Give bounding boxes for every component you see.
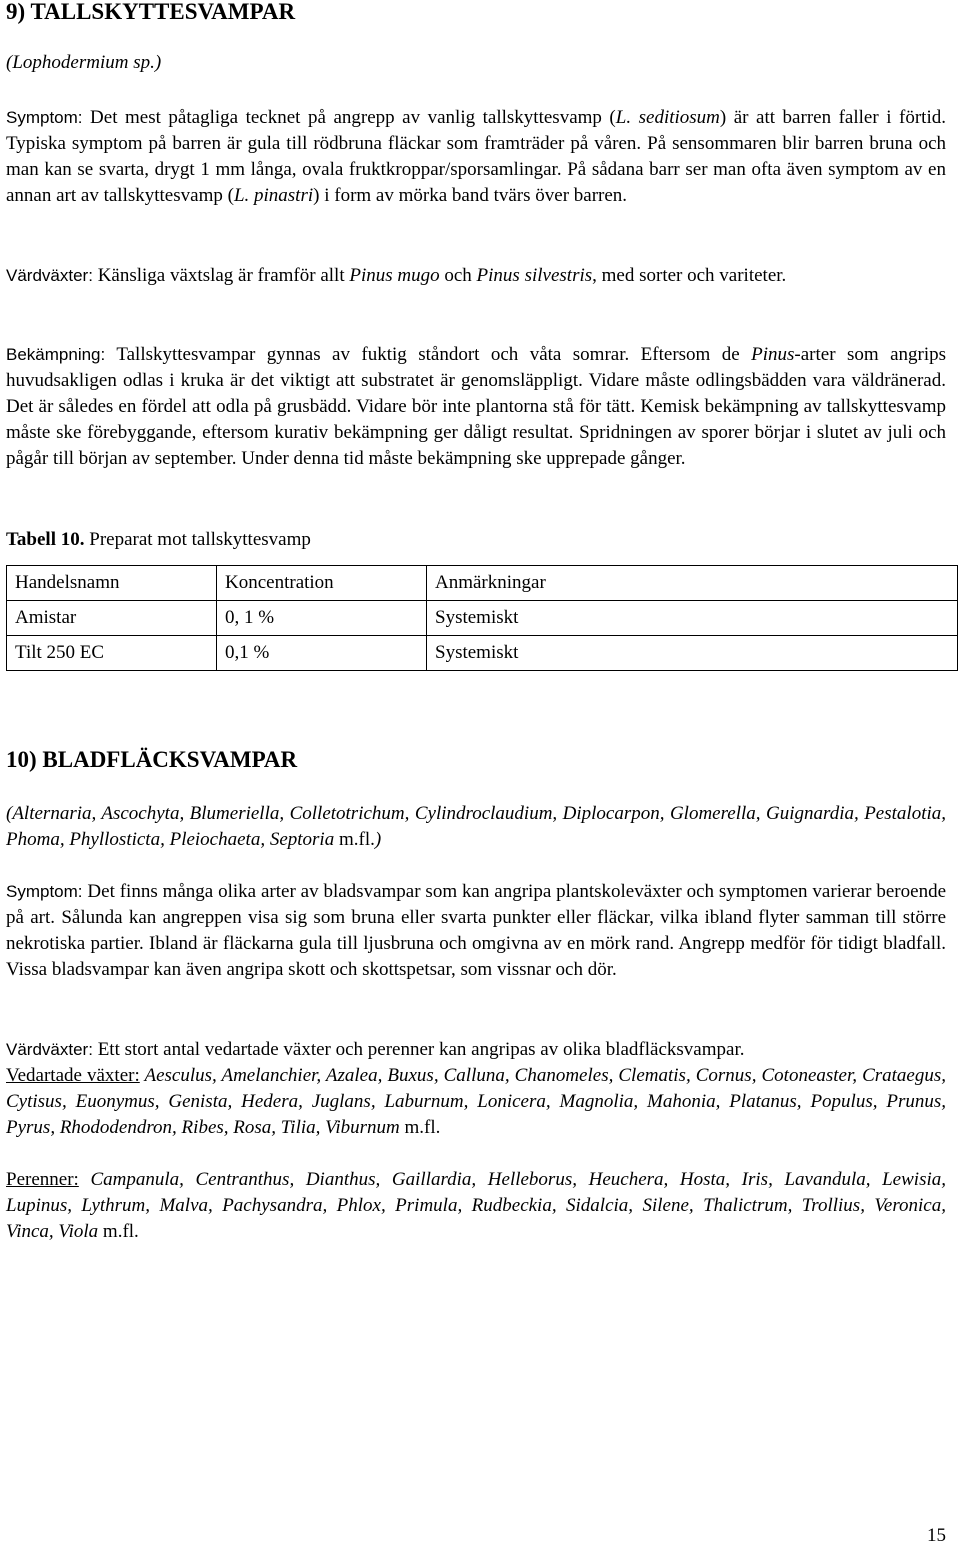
perennials-paragraph: Perenner: Campanula, Centranthus, Dianthus, Gaillardia, Helleborus, Heuchera, Hosta, Iris, Lavandula, Lewisia, Lupinus, Lythrum, Malva, Pachysandra, Phlox, Primula, Rudbeckia, Sidalcia, Silene, Thalictrum, Trollius, Veronica, Vinca, Viola m.fl. — [6, 1169, 946, 1242]
section-9-genus: (Lophodermium sp.) — [6, 52, 162, 73]
section-9-host-paragraph: Värdväxter: Känsliga växtslag är framför allt Pinus mugo och Pinus silvestris, med sorter och variteter. — [6, 265, 787, 286]
table-row — [7, 636, 958, 671]
section-10-title: 10) BLADFLÄCKSVAMPAR — [6, 747, 298, 772]
perennial-label: Perenner: — [6, 1169, 79, 1190]
section-9-title: 9) TALLSKYTTESVAMPAR — [6, 0, 296, 24]
woody-label: Vedartade växter: — [6, 1065, 140, 1086]
section-10-symptom-paragraph: Symptom: Det finns många olika arter av bladsvampar som kan angripa plantskoleväxter och symptomen varierar beroende på art. Sålunda kan angreppen visa sig som bruna eller svarta punkter eller fläckar, vilka ibland flyter samman till större nekrotiska partier. Ibland är fläckarna gula till ljusbruna och omgivna av en mörk rand. Angrepp medför för tidigt bladfall. Vissa bladsvampar kan även angripa skott och skottspetsar, som vissnar och dör. — [6, 881, 946, 980]
control-label: Bekämpning: — [6, 345, 106, 364]
section-10-host-paragraph: Värdväxter: Ett stort antal vedartade växter och perenner kan angripas av olika bladfläcksvampar. — [6, 1039, 745, 1060]
table-cell: Systemiskt — [427, 601, 958, 636]
table-cell: 0, 1 % — [217, 601, 427, 636]
symptom-label: Symptom: — [6, 882, 83, 901]
section-10-genera: (Alternaria, Ascochyta, Blumeriella, Colletotrichum, Cylindroclaudium, Diplocarpon, Glomerella, Guignardia, Pestalotia, Phoma, Phyllosticta, Pleiochaeta, Septoria m.fl.) — [6, 803, 946, 850]
table-cell: Amistar — [7, 601, 217, 636]
section-9-symptom-paragraph: Symptom: Det mest påtagliga tecknet på angrepp av vanlig tallskyttesvamp (L. seditiosum) är att barren faller i förtid. Typiska symptom på barren är gula till rödbruna fläckar som framträder på våren. På sensommaren blir barren bruna och man kan se svarta, drygt 1 mm långa, ovala fruktkroppar/sporsamlingar. På sådana barr ser man ofta även symptom av en annan art av tallskyttesvamp (L. pinastri) i form av mörka band tvärs över barren. — [6, 107, 946, 206]
page-number: 15 — [927, 1525, 946, 1546]
host-label: Värdväxter: — [6, 1040, 93, 1059]
table-header-row — [7, 566, 958, 601]
table-row — [7, 601, 958, 636]
table-cell: Systemiskt — [427, 636, 958, 671]
table-caption: Tabell 10. Preparat mot tallskyttesvamp — [6, 529, 311, 550]
fungicide-table — [6, 565, 958, 671]
table-header-cell: Handelsnamn — [7, 566, 217, 601]
woody-plants-paragraph: Vedartade växter: Aesculus, Amelanchier, Azalea, Buxus, Calluna, Chanomeles, Clematis, Cornus, Cotoneaster, Crataegus, Cytisus, Euonymus, Genista, Hedera, Juglans, Laburnum, Lonicera, Magnolia, Mahonia, Platanus, Populus, Prunus, Pyrus, Rhododendron, Ribes, Rosa, Tilia, Viburnum m.fl. — [6, 1065, 946, 1138]
section-9-control-paragraph: Bekämpning: Tallskyttesvampar gynnas av fuktig ståndort och våta somrar. Eftersom de Pinus-arter som angrips huvudsakligen odlas i kruka är det viktigt att substratet är genomsläppligt. Vidare måste odlingsbädden vara väldränerad. Det är således en fördel att odla på grusbädd. Vidare bör inte plantorna stå för tätt. Kemisk bekämpning av tallskyttesvamp måste ske förebyggande, eftersom kurativ bekämpning ger dåligt resultat. Spridningen av sporer börjar i slutet av juli och pågår till början av september. Under denna tid måste bekämpning ske upprepade gånger. — [6, 344, 946, 469]
table-cell: 0,1 % — [217, 636, 427, 671]
table-cell: Tilt 250 EC — [7, 636, 217, 671]
table-header-cell: Anmärkningar — [427, 566, 958, 601]
host-label: Värdväxter: — [6, 266, 93, 285]
symptom-label: Symptom: — [6, 108, 83, 127]
table-header-cell: Koncentration — [217, 566, 427, 601]
